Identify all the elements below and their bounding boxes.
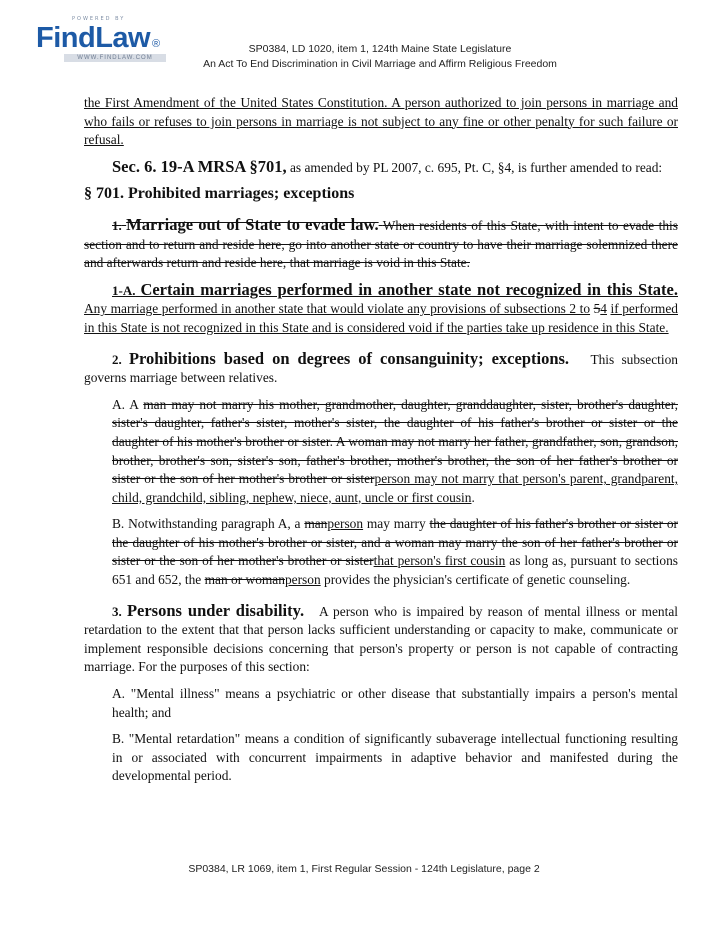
s2a-strike: man may not marry his mother, grandmother, daughter, granddaughter, sister, brother's daughter, sister's daughter, father's sister, mother's sister, the daughter of his father's brother or sister or the daughter of his mother's brother or sister. A woman may not marry her father, grandfather, son, grandson, brother, brother's son, sister's son, father's brother, mother's brother, the son of her father's brother or sister or the son of her mother's brother or sister <box>112 396 678 487</box>
s1a-strike: 5 <box>593 301 601 317</box>
subsection-3 <box>84 602 678 677</box>
s3-number: 3. <box>112 603 122 619</box>
registered-mark: ® <box>152 38 161 50</box>
paragraph-2b: B. Notwithstanding paragraph A, a manperson may marry the daughter of his father's brother or sister or the daughter of his mother's brother or sister, and a woman may marry the son of her father's brother or sister or the son of her mother's brother or sisterthat person's first cousin as long as, pursuant to sections 651 and 652, the man or womanperson provides the physician's certificate of genetic counseling. <box>112 516 679 588</box>
page-header <box>150 42 610 72</box>
powered-by-text: POWERED BY <box>72 16 126 22</box>
s1-heading: Marriage out of State to evade law. <box>126 214 379 234</box>
section-heading: § 701. Prohibited marriages; exceptions <box>84 185 355 203</box>
paragraph-2a: A. A man may not marry his mother, grandmother, daughter, granddaughter, sister, brother's daughter, sister's daughter, father's sister, mother's sister, the daughter of his father's brother or sister or the daughter of his mother's brother or sister. A woman may not marry her father, grandfather, son, grandson, brother, brother's son, sister's son, father's brother, mother's brother, the son of her father's brother or sister or the son of her mother's brother or sisterperson may not marry that person's parent, grandparent, child, grandchild, sibling, nephew, niece, aunt, uncle or first cousin. <box>112 396 679 505</box>
s2-text: This subsection governs marriage between relatives. <box>84 351 678 386</box>
s1-text: When residents of this State, with intent to evade this section and to return and reside here, go into another state or country to have their marriage solemnized there and afterwards return and reside here, that marriage is void in this State. <box>84 217 678 271</box>
subsection-2 <box>84 350 678 388</box>
subsection-1 <box>84 216 678 273</box>
s1a-text1: Any marriage performed in another state that would violate any provisions of subsections 2 to <box>84 301 591 317</box>
paragraph-3b: B. "Mental retardation" means a condition of significantly subaverage intellectual functioning resulting in or associated with concurrent impairments in adaptive behavior and manifested during the developmental period. <box>112 731 678 784</box>
s2a-insert: person may not marry that person's parent, grandparent, child, grandchild, sibling, nephew, niece, aunt, uncle or first cousin <box>112 471 679 505</box>
paragraph-3a: A. "Mental illness" means a psychiatric or other disease that substantially impairs a person's mental health; and <box>112 686 678 720</box>
sec6-label: Sec. 6. 19-A MRSA §701, <box>112 156 287 176</box>
s1-number: 1. <box>112 217 122 233</box>
subsection-1a <box>84 281 678 338</box>
intro-paragraph: the First Amendment of the United States Constitution. A person authorized to join persons in marriage and who fails or refuses to join persons in marriage is not subject to any fine or other penalty for such failure or refusal. <box>84 95 678 148</box>
s3-text: A person who is impaired by reason of mental illness or mental retardation to the extent that that person lacks sufficient understanding or capacity to make, communicate or implement responsible decisions concerning that person's property or person is not capable of contracting marriage. For the purposes of this section: <box>84 603 678 675</box>
s3-heading: Persons under disability. <box>126 600 305 620</box>
document-body <box>84 94 678 786</box>
page-footer: SP0384, LR 1069, item 1, First Regular Session - 124th Legislature, page 2 <box>188 863 540 875</box>
s2-heading: Prohibitions based on degrees of consanguinity; exceptions. <box>128 348 570 368</box>
s1a-text2: if performed in this State is not recognized in this State and is considered void if the parties take up residence in this State. <box>84 301 678 335</box>
sec6-paragraph <box>84 158 678 178</box>
s1a-insert: 4 <box>600 301 607 317</box>
s2-number: 2. <box>112 351 122 367</box>
logo-url: WWW.FINDLAW.COM <box>64 54 166 62</box>
header-bill-title: An Act To End Discrimination in Civil Marriage and Affirm Religious Freedom <box>203 58 557 70</box>
s1a-heading: Certain marriages performed in another state not recognized in this State. <box>140 279 678 299</box>
s1a-number: 1-A. <box>112 282 136 298</box>
brand-name: FindLaw <box>36 22 151 54</box>
header-bill-id: SP0384, LD 1020, item 1, 124th Maine State Legislature <box>248 43 512 55</box>
sec6-text: as amended by PL 2007, c. 695, Pt. C, §4, is further amended to read: <box>289 159 663 175</box>
